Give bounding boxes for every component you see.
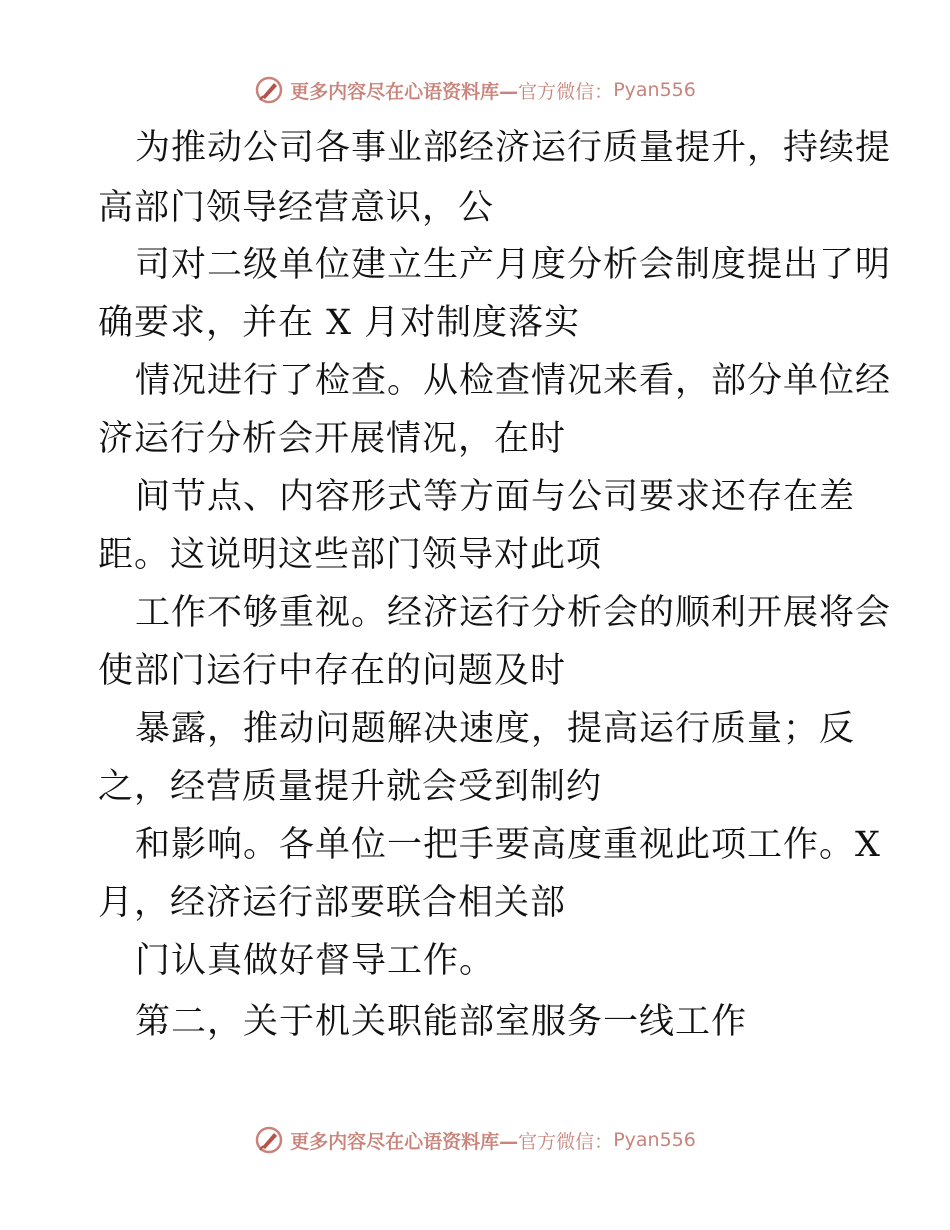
text-line: 和影响。各单位一把手要高度重视此项工作。X (135, 825, 881, 865)
header-watermark (0, 70, 950, 110)
text-line: 之，经营质量提升就会受到制约 (98, 767, 603, 807)
footer-watermark (0, 1120, 950, 1160)
text-line: 间节点、内容形式等方面与公司要求还存在差 (135, 477, 856, 517)
text-line: 门认真做好督导工作。 (135, 941, 496, 981)
text-line: 确要求，并在 X 月对制度落实 (98, 303, 581, 343)
wechat-id: Pyan556 (613, 79, 696, 101)
watermark-text: 更多内容尽在心语资料库— (290, 80, 519, 103)
wechat-label: 官方微信： (518, 80, 614, 103)
text-line: 第二，关于机关职能部室服务一线工作 (135, 1002, 748, 1042)
text-line: 暴露，推动问题解决速度，提高运行质量；反 (135, 709, 856, 749)
text-line: 司对二级单位建立生产月度分析会制度提出了明 (135, 245, 892, 285)
text-line: 使部门运行中存在的问题及时 (98, 651, 567, 691)
text-line: 高部门领导经营意识，公 (98, 188, 495, 228)
text-line: 为推动公司各事业部经济运行质量提升，持续提 (135, 128, 892, 168)
wechat-label: 官方微信： (518, 1130, 614, 1153)
quill-circle-logo-icon (254, 75, 284, 105)
text-line: 济运行分析会开展情况，在时 (98, 419, 567, 459)
text-line: 距。这说明这些部门领导对此项 (98, 535, 603, 575)
watermark-text: 更多内容尽在心语资料库— (290, 1130, 519, 1153)
text-line: 月，经济运行部要联合相关部 (98, 883, 567, 923)
wechat-id: Pyan556 (613, 1129, 696, 1151)
text-line: 情况进行了检查。从检查情况来看，部分单位经 (135, 361, 892, 401)
quill-circle-logo-icon (254, 1125, 284, 1155)
text-line: 工作不够重视。经济运行分析会的顺利开展将会 (135, 593, 892, 633)
